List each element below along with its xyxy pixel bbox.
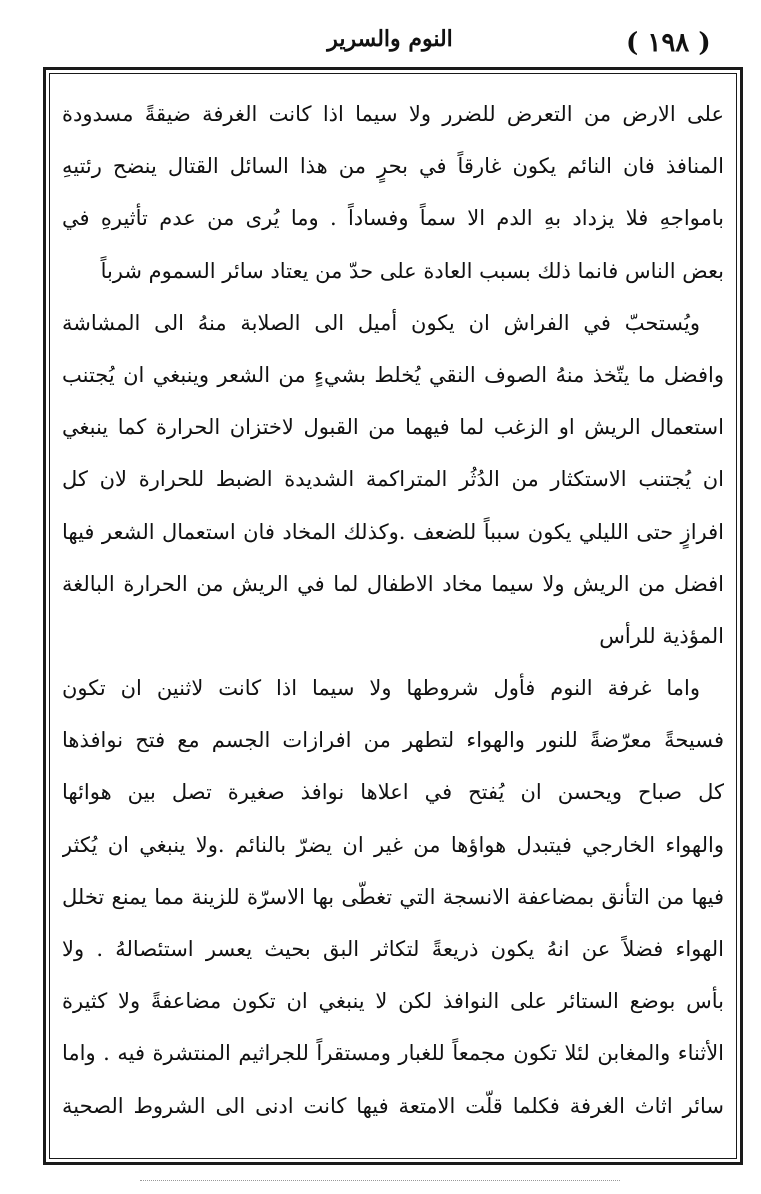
text-line: الهواء فضلاً عن انهُ يكون ذريعةً لتكاثر البق بحيث يعسر استئصالهُ . ولا: [62, 937, 724, 961]
body-text: [62, 88, 724, 1132]
text-line: المؤذية للرأس: [599, 623, 724, 648]
page-header: [0, 0, 761, 66]
text-line: فسيحةً معرّضةً للنور والهواء لتطهر من افرازات الجسم مع فتح نوافذها: [62, 728, 724, 753]
text-line: افرازٍ حتى الليلي يكون سبباً للضعف .وكذلك المخاد فان استعمال الشعر فيها: [62, 519, 724, 544]
text-line: وافضل ما يتّخذ منهُ الصوف النقي يُخلط بشيءٍ من الشعر وينبغي ان يُجتنب: [62, 362, 724, 387]
text-line: كل صباح ويحسن ان يُفتح في اعلاها نوافذ صغيرة تصل بين هوائها: [62, 780, 724, 805]
text-line: على الارض من التعرض للضرر ولا سيما اذا كانت الغرفة ضيقةً مسدودة: [62, 102, 724, 126]
text-line: افضل من الريش ولا سيما مخاد الاطفال لما في الريش من الحرارة البالغة: [62, 571, 724, 596]
text-line: سائر اثاث الغرفة فكلما قلّت الامتعة فيها كانت ادنى الى الشروط الصحية: [62, 1093, 724, 1118]
text-line: بأس بوضع الستائر على النوافذ لكن لا ينبغي ان تكون مضاعفةً ولا كثيرة: [62, 989, 724, 1014]
text-line: واما غرفة النوم فأول شروطها ولا سيما اذا كانت لاثنين ان تكون: [62, 676, 700, 701]
text-line: استعمال الريش او الزغب لما فيهما من القبول لاختزان الحرارة كما ينبغي: [62, 415, 724, 440]
bottom-rule: [140, 1180, 620, 1181]
text-line: بامواجهِ فلا يزداد بهِ الدم الا سماً وفساداً . وما يُرى من عدم تأثيرهِ في: [62, 206, 724, 231]
text-line: المنافذ فان النائم يكون غارقاً في بحرٍ من هذا السائل القتال ينضح رئتيهِ: [62, 154, 724, 179]
text-line: الأثناء والمغابن لئلا تكون مجمعاً للغبار ومستقراً للجراثيم المنتشرة فيه . واما: [62, 1041, 724, 1066]
text-line: والهواء الخارجي فيتبدل هواؤها من غير ان يضرّ بالنائم .ولا ينبغي ان يُكثر: [62, 832, 724, 857]
page-number: ( ١٩٨ ): [626, 28, 711, 58]
text-line: ان يُجتنب الاستكثار من الدُثُر المتراكمة الشديدة الضبط للحرارة لان كل: [62, 467, 724, 492]
running-title: النوم والسرير: [327, 26, 453, 52]
text-line: فيها من التأنق بمضاعفة الانسجة التي تغطّى بها الاسرّة للزينة مما يمنع تخلل: [62, 884, 724, 909]
text-line: بعض الناس فانما ذلك بسبب العادة على حدّ من يعتاد سائر السموم شرباً: [100, 258, 724, 283]
text-line: ويُستحبّ في الفراش ان يكون أميل الى الصلابة منهُ الى المشاشة: [62, 310, 700, 335]
